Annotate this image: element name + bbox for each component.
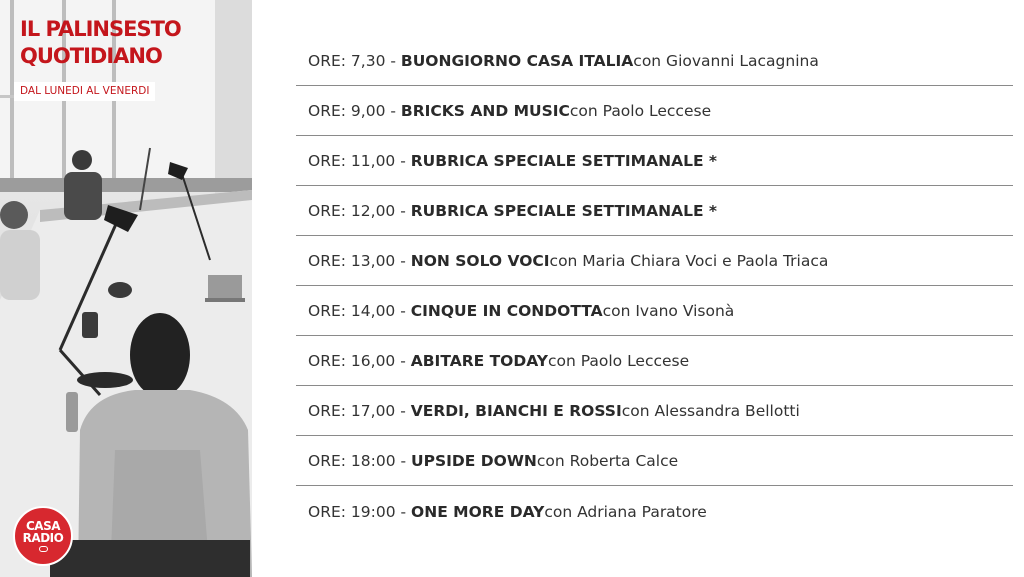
subtitle-badge: DAL LUNEDI AL VENERDI [14, 82, 155, 101]
schedule-time: ORE: 18:00 [308, 452, 396, 470]
schedule-time: ORE: 17,00 [308, 402, 396, 420]
left-photo-panel [0, 0, 252, 577]
schedule-row: ORE: 14,00 - CINQUE IN CONDOTTA con Ivano Visonà [296, 287, 1013, 336]
schedule-show: BRICKS AND MUSIC [400, 102, 570, 120]
schedule-time: ORE: 11,00 [308, 152, 396, 170]
radio-ring-icon [39, 546, 48, 552]
schedule-row: ORE: 9,00 - BRICKS AND MUSIC con Paolo Leccese [296, 87, 1013, 136]
schedule-show: RUBRICA SPECIALE SETTIMANALE * [410, 202, 718, 220]
casa-radio-logo [13, 506, 73, 566]
page-title [20, 16, 181, 70]
schedule-show: ONE MORE DAY [411, 502, 545, 521]
schedule-host: con Paolo Leccese [547, 352, 690, 370]
schedule-row: ORE: 19:00 - ONE MORE DAY con Adriana Paratore [308, 502, 707, 521]
schedule-show: NON SOLO VOCI [410, 252, 550, 270]
title-line-1: IL PALINSESTO [20, 17, 181, 41]
schedule-time: ORE: 14,00 [308, 302, 396, 320]
schedule-list [296, 37, 1013, 537]
schedule-show: CINQUE IN CONDOTTA [410, 302, 603, 320]
schedule-host: con Giovanni Lacagnina [633, 52, 819, 70]
schedule-host: con Adriana Paratore [544, 502, 707, 521]
schedule-show: UPSIDE DOWN [411, 452, 537, 470]
schedule-row: ORE: 16,00 - ABITARE TODAY con Paolo Leccese [296, 337, 1013, 386]
schedule-row: ORE: 11,00 - RUBRICA SPECIALE SETTIMANALE * [296, 137, 1013, 186]
schedule-show: VERDI, BIANCHI E ROSSI [410, 402, 622, 420]
schedule-row: ORE: 18:00 - UPSIDE DOWN con Roberta Calce [296, 437, 1013, 486]
logo-line-2: RADIO [22, 531, 64, 545]
schedule-host: con Roberta Calce [536, 452, 679, 470]
schedule-host: con Alessandra Bellotti [621, 402, 800, 420]
schedule-row: ORE: 17,00 - VERDI, BIANCHI E ROSSI con Alessandra Bellotti [296, 387, 1013, 436]
schedule-show: BUONGIORNO CASA ITALIA [400, 52, 634, 70]
title-line-2: QUOTIDIANO [20, 44, 162, 68]
schedule-time: ORE: 13,00 [308, 252, 396, 270]
schedule-show: ABITARE TODAY [410, 352, 548, 370]
schedule-host: con Maria Chiara Voci e Paola Triaca [549, 252, 829, 270]
schedule-host: con Paolo Leccese [569, 102, 712, 120]
schedule-row: ORE: 12,00 - RUBRICA SPECIALE SETTIMANALE * [296, 187, 1013, 236]
schedule-row: ORE: 7,30 - BUONGIORNO CASA ITALIA con Giovanni Lacagnina [296, 37, 1013, 86]
schedule-show: RUBRICA SPECIALE SETTIMANALE * [410, 152, 718, 170]
schedule-time: ORE: 12,00 [308, 202, 396, 220]
schedule-host: con Ivano Visonà [602, 302, 735, 320]
logo-line-1: CASA [25, 519, 61, 533]
schedule-time: ORE: 9,00 [308, 102, 386, 120]
schedule-row: ORE: 13,00 - NON SOLO VOCI con Maria Chiara Voci e Paola Triaca [296, 237, 1013, 286]
schedule-time: ORE: 7,30 [308, 52, 386, 70]
schedule-time: ORE: 19:00 [308, 502, 396, 521]
schedule-time: ORE: 16,00 [308, 352, 396, 370]
